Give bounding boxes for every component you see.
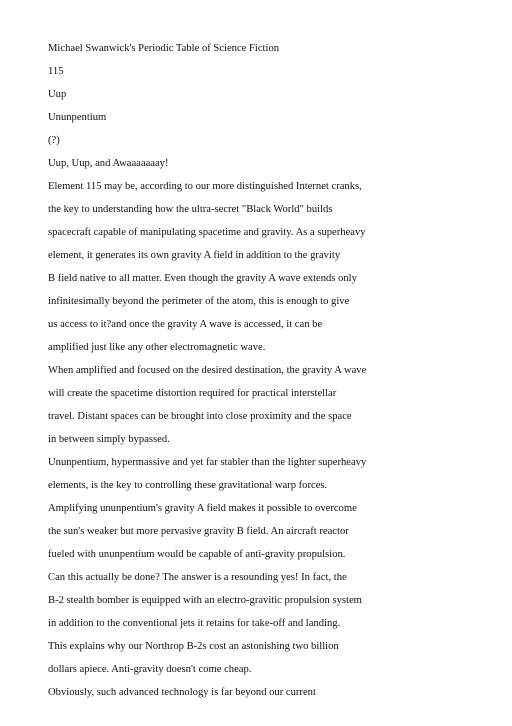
text-line: dollars apiece. Anti-gravity doesn't come cheap.: [48, 664, 252, 675]
text-line: Ununpentium, hypermassive and yet far stabler than the lighter superheavy: [48, 457, 367, 468]
document-text: [48, 37, 366, 704]
text-line: Amplifying ununpentium's gravity A field makes it possible to overcome: [48, 503, 357, 514]
text-line: B-2 stealth bomber is equipped with an electro-gravitic propulsion system: [48, 595, 362, 606]
text-line: the sun's weaker but more pervasive gravity B field. An aircraft reactor: [48, 526, 349, 537]
text-line: in addition to the conventional jets it retains for take-off and landing.: [48, 618, 341, 629]
text-line: travel. Distant spaces can be brought into close proximity and the space: [48, 411, 352, 422]
text-line: elements, is the key to controlling these gravitational warp forces.: [48, 480, 328, 491]
text-line: When amplified and focused on the desired destination, the gravity A wave: [48, 365, 367, 376]
text-line: amplified just like any other electromagnetic wave.: [48, 342, 266, 353]
text-line: (?): [48, 135, 60, 146]
text-line: This explains why our Northrop B-2s cost an astonishing two billion: [48, 641, 339, 652]
text-line: Uup, Uup, and Awaaaaaaay!: [48, 158, 169, 169]
text-line: will create the spacetime distortion required for practical interstellar: [48, 388, 337, 399]
text-line: Element 115 may be, according to our more distinguished Internet cranks,: [48, 181, 362, 192]
text-line: Obviously, such advanced technology is far beyond our current: [48, 687, 316, 698]
text-line: 115: [48, 66, 64, 77]
text-line: fueled with ununpentium would be capable of anti-gravity propulsion.: [48, 549, 346, 560]
text-line: element, it generates its own gravity A field in addition to the gravity: [48, 250, 341, 261]
text-line: spacecraft capable of manipulating spacetime and gravity. As a superheavy: [48, 227, 366, 238]
text-line: in between simply bypassed.: [48, 434, 170, 445]
text-line: infinitesimally beyond the perimeter of the atom, this is enough to give: [48, 296, 350, 307]
text-line: Ununpentium: [48, 112, 107, 123]
text-line: Can this actually be done? The answer is a resounding yes! In fact, the: [48, 572, 347, 583]
text-line: us access to it?and once the gravity A wave is accessed, it can be: [48, 319, 323, 330]
document-header: Michael Swanwick's Periodic Table of Science Fiction: [48, 43, 280, 54]
text-line: Uup: [48, 89, 67, 100]
text-line: B field native to all matter. Even though the gravity A wave extends only: [48, 273, 357, 284]
text-line: the key to understanding how the ultra-secret "Black World" builds: [48, 204, 333, 215]
